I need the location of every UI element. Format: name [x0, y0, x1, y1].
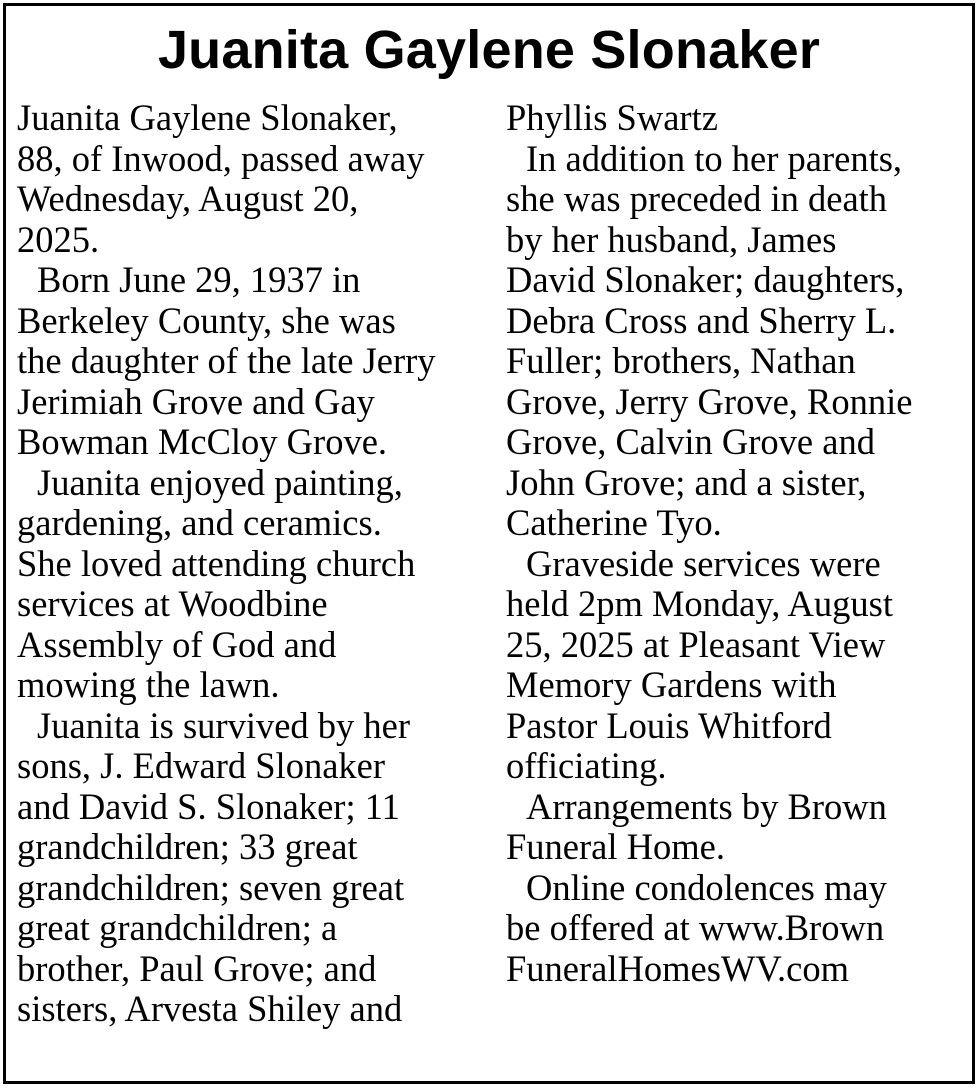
obituary-title: Juanita Gaylene Slonaker — [157, 20, 821, 80]
obituary-left-column — [17, 98, 477, 1030]
text-line: Grove, Calvin Grove and — [506, 421, 875, 462]
text-line: the daughter of the late Jerry — [17, 340, 436, 381]
text-line: officiating. — [506, 745, 667, 786]
text-line: Online condolences may — [526, 866, 887, 908]
text-line: 88, of Inwood, passed away — [17, 137, 425, 179]
text-line: Jerimiah Grove and Gay — [17, 380, 375, 422]
text-line: gardening, and ceramics. — [17, 502, 382, 543]
text-line: she was preceded in death — [506, 178, 888, 219]
text-line: David Slonaker; daughters, — [506, 259, 905, 300]
text-line: Wednesday, August 20, — [17, 178, 359, 219]
text-line: Memory Gardens with — [506, 664, 837, 705]
text-line: In addition to her parents, — [526, 137, 903, 179]
text-line: Phyllis Swartz — [506, 97, 718, 138]
text-line: Pastor Louis Whitford — [506, 704, 832, 746]
text-line: Assembly of God and — [17, 623, 337, 665]
text-line: Born June 29, 1937 in — [37, 259, 361, 300]
text-line: Fuller; brothers, Nathan — [506, 340, 856, 381]
text-line: Juanita Gaylene Slonaker, — [17, 97, 398, 138]
text-line: services at Woodbine — [17, 583, 328, 624]
text-line: 25, 2025 at Pleasant View — [506, 623, 886, 665]
text-line: sons, J. Edward Slonaker — [17, 745, 385, 786]
text-line: mowing the lawn. — [17, 664, 280, 705]
text-line: Graveside services were — [526, 542, 881, 584]
text-line: 2025. — [17, 218, 100, 260]
text-line: Berkeley County, she was — [17, 299, 396, 341]
text-line: great grandchildren; a — [17, 907, 338, 948]
text-line: FuneralHomesWV.com — [506, 947, 849, 989]
text-line: grandchildren; seven great — [17, 866, 405, 908]
text-line: Catherine Tyo. — [506, 502, 722, 543]
text-line: be offered at www.Brown — [506, 907, 885, 948]
text-line: Grove, Jerry Grove, Ronnie — [506, 380, 913, 422]
text-line: Funeral Home. — [506, 826, 725, 867]
text-line: and David S. Slonaker; 11 — [17, 785, 400, 827]
obituary-right-column — [506, 98, 966, 989]
text-line: Debra Cross and Sherry L. — [506, 299, 897, 341]
text-line: grandchildren; 33 great — [17, 826, 358, 867]
text-line: Arrangements by Brown — [526, 785, 887, 827]
text-line: sisters, Arvesta Shiley and — [17, 988, 403, 1029]
text-line: She loved attending church — [17, 542, 416, 584]
text-line: John Grove; and a sister, — [506, 461, 867, 503]
text-line: Juanita enjoyed painting, — [37, 461, 403, 503]
text-line: by her husband, James — [506, 218, 837, 260]
text-line: brother, Paul Grove; and — [17, 947, 377, 989]
text-line: Juanita is survived by her — [37, 704, 411, 746]
text-line: Bowman McCloy Grove. — [17, 421, 388, 462]
text-line: held 2pm Monday, August — [506, 583, 893, 624]
